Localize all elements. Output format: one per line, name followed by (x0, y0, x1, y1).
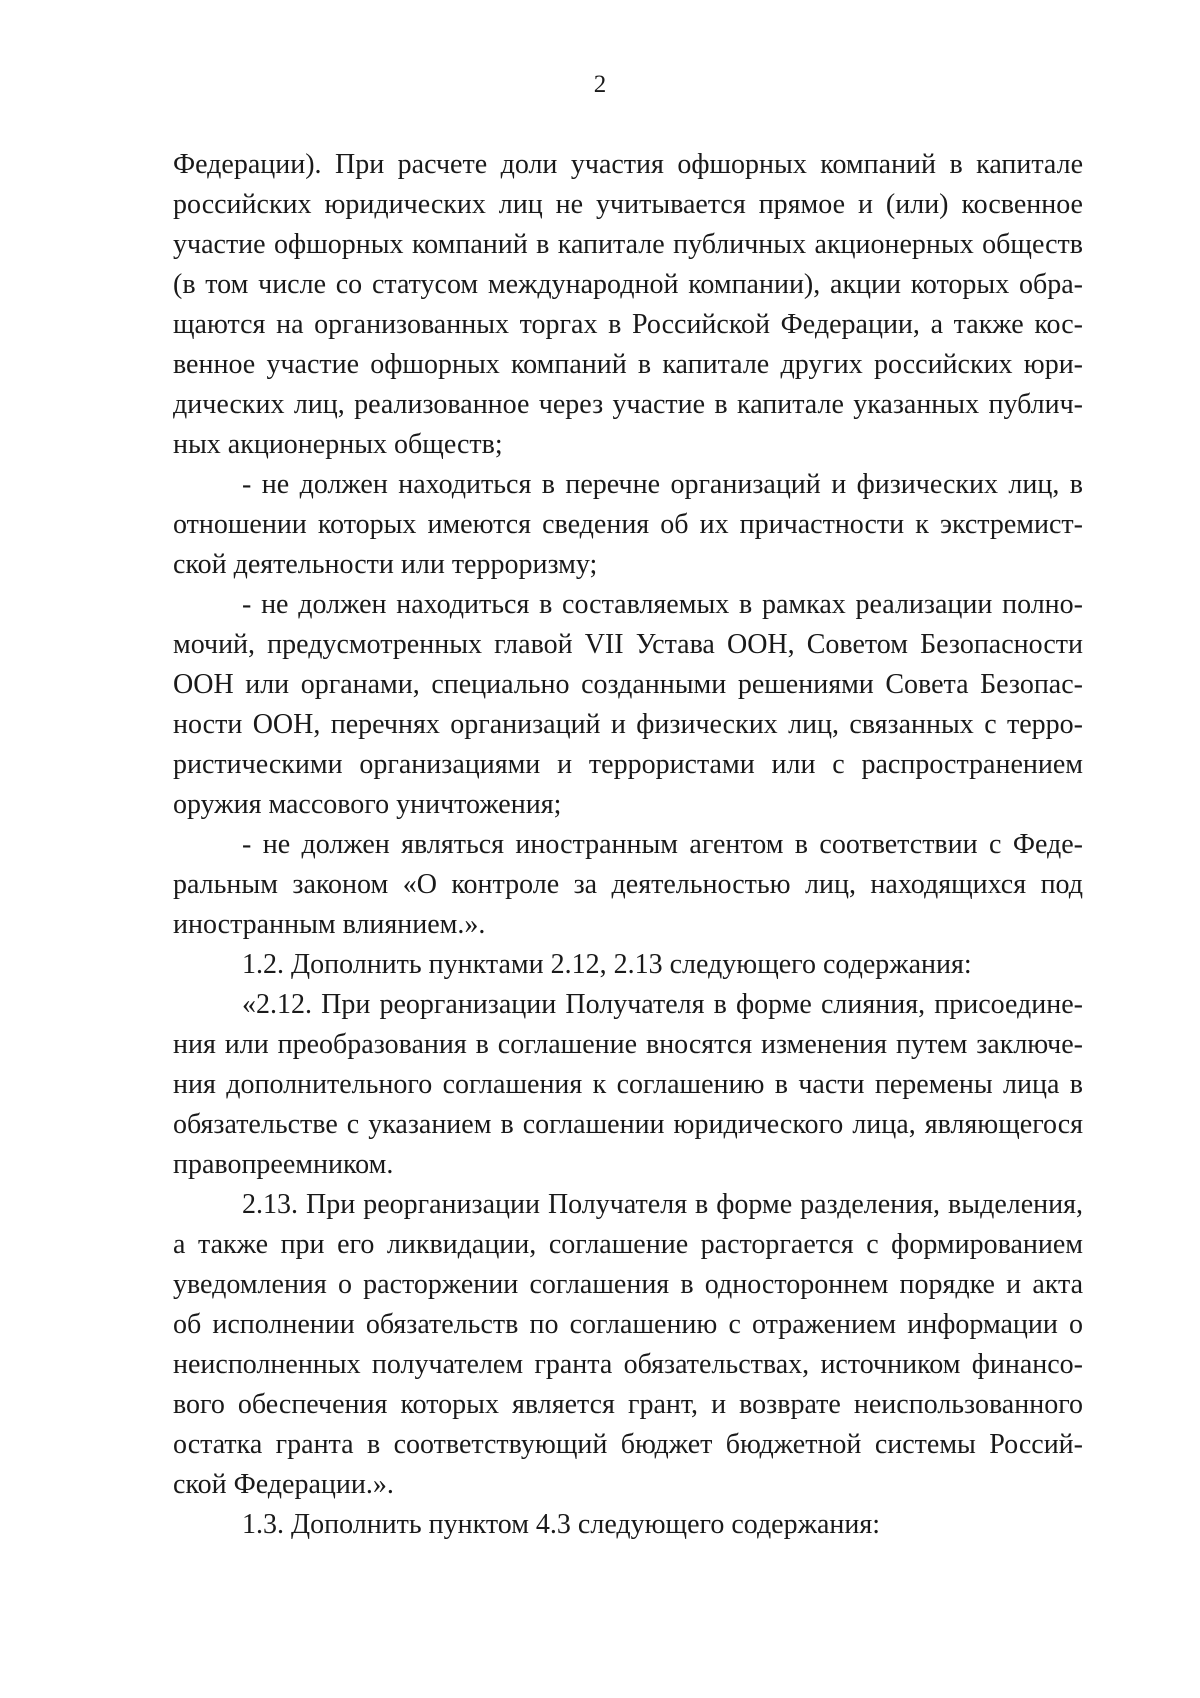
text-line (173, 305, 1083, 345)
document-body (173, 145, 1083, 1545)
text-line (173, 425, 1083, 465)
text-line-content: ния или преобразования в соглашение вносятся изменения путем заключе- (173, 1029, 1083, 1060)
text-line-content: «2.12. При реорганизации Получателя в форме слияния, присоедине- (242, 989, 1083, 1020)
text-line-content: 2.13. При реорганизации Получателя в форме разделения, выделения, (242, 1189, 1083, 1220)
text-line (173, 545, 1083, 585)
text-line (173, 865, 1083, 905)
text-line-content: уведомления о расторжении соглашения в одностороннем порядке и акта (173, 1269, 1083, 1300)
text-line (173, 1265, 1083, 1305)
text-line-content: ности ООН, перечнях организаций и физических лиц, связанных с терро- (173, 709, 1083, 740)
text-line-content: ристическими организациями и террористами или с распространением (173, 749, 1083, 780)
text-line (173, 1185, 1083, 1225)
text-line-content: ных акционерных обществ; (173, 429, 503, 460)
text-line (173, 505, 1083, 545)
text-line (173, 1505, 1083, 1545)
text-line (173, 1225, 1083, 1265)
text-line-content: ральным законом «О контроле за деятельностью лиц, находящихся под (173, 869, 1083, 900)
text-line (173, 945, 1083, 985)
text-line-content: ской деятельности или терроризму; (173, 549, 598, 580)
text-line-content: ООН или органами, специально созданными решениями Совета Безопас- (173, 669, 1083, 700)
text-line-content: дических лиц, реализованное через участие в капитале указанных публич- (173, 389, 1083, 420)
text-line (173, 1465, 1083, 1505)
text-line (173, 1385, 1083, 1425)
text-line (173, 1145, 1083, 1185)
text-line (173, 1065, 1083, 1105)
text-line-content: щаются на организованных торгах в Российской Федерации, а также кос- (173, 309, 1083, 340)
text-line (173, 825, 1083, 865)
text-line (173, 985, 1083, 1025)
text-line-content: Федерации). При расчете доли участия офшорных компаний в капитале (173, 149, 1083, 180)
text-line (173, 345, 1083, 385)
text-line-content: - не должен находиться в составляемых в рамках реализации полно- (242, 589, 1083, 620)
text-line-content: ния дополнительного соглашения к соглашению в части перемены лица в (173, 1069, 1083, 1100)
text-line-content: об исполнении обязательств по соглашению с отражением информации о (173, 1309, 1083, 1340)
text-line (173, 785, 1083, 825)
page-number: 2 (593, 71, 607, 98)
text-line (173, 625, 1083, 665)
text-line-content: иностранным влиянием.». (173, 909, 486, 940)
text-line-content: российских юридических лиц не учитывается прямое и (или) косвенное (173, 189, 1083, 220)
text-line-content: венное участие офшорных компаний в капитале других российских юри- (173, 349, 1083, 380)
text-line-content: неисполненных получателем гранта обязательствах, источником финансо- (173, 1349, 1083, 1380)
text-line-content: оружия массового уничтожения; (173, 789, 562, 820)
text-line (173, 1345, 1083, 1385)
text-line-content: ской Федерации.». (173, 1469, 394, 1500)
text-line (173, 465, 1083, 505)
text-line (173, 225, 1083, 265)
text-line-content: а также при его ликвидации, соглашение расторгается с формированием (173, 1229, 1083, 1260)
text-line-content: вого обеспечения которых является грант, и возврате неиспользованного (173, 1389, 1083, 1420)
text-line (173, 665, 1083, 705)
text-line-content: (в том числе со статусом международной компании), акции которых обра- (173, 269, 1083, 300)
text-line (173, 585, 1083, 625)
text-line (173, 145, 1083, 185)
text-line (173, 1425, 1083, 1465)
text-line-content: обязательстве с указанием в соглашении юридического лица, являющегося (173, 1109, 1083, 1140)
text-line (173, 1105, 1083, 1145)
text-line (173, 185, 1083, 225)
text-line-content: - не должен находиться в перечне организаций и физических лиц, в (242, 469, 1083, 500)
text-line (173, 1025, 1083, 1065)
text-line (173, 1305, 1083, 1345)
text-line (173, 745, 1083, 785)
text-line-content: остатка гранта в соответствующий бюджет бюджетной системы Россий- (173, 1429, 1083, 1460)
text-line-content: отношении которых имеются сведения об их причастности к экстремист- (173, 509, 1083, 540)
text-line (173, 265, 1083, 305)
text-line-content: 1.2. Дополнить пунктами 2.12, 2.13 следующего содержания: (242, 949, 972, 980)
text-line-content: правопреемником. (173, 1149, 394, 1180)
text-line-content: участие офшорных компаний в капитале публичных акционерных обществ (173, 229, 1083, 260)
text-line-content: - не должен являться иностранным агентом в соответствии с Феде- (242, 829, 1083, 860)
text-line-content: мочий, предусмотренных главой VII Устава ООН, Советом Безопасности (173, 629, 1083, 660)
text-line (173, 905, 1083, 945)
text-line-content: 1.3. Дополнить пунктом 4.3 следующего содержания: (242, 1509, 881, 1540)
text-line (173, 705, 1083, 745)
text-line (173, 385, 1083, 425)
